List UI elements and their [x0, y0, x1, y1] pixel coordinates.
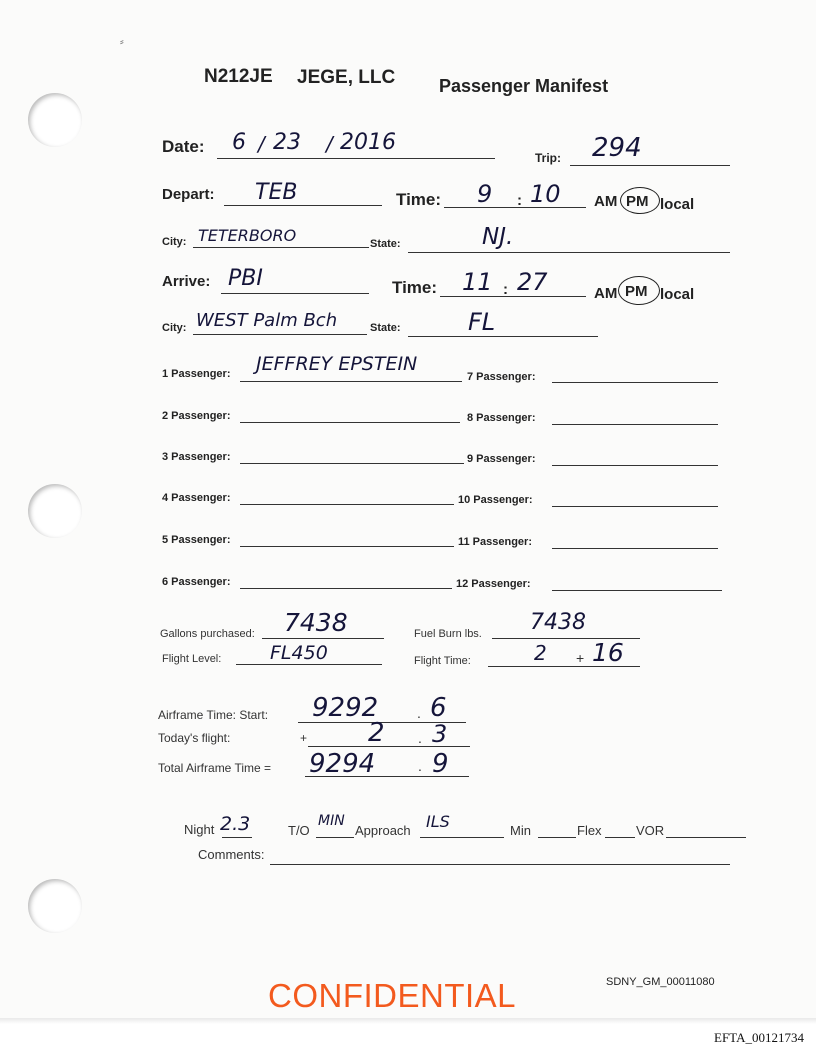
- arrive-airport-value: PBI: [228, 266, 263, 291]
- passenger-3-label: 3 Passenger:: [162, 451, 231, 463]
- tail-number: N212JE: [204, 66, 273, 87]
- flight-time-hours-value: 2: [534, 641, 547, 665]
- flight-level-line: [236, 664, 382, 665]
- form-title: Passenger Manifest: [439, 76, 609, 96]
- passenger-10-line: [552, 506, 718, 507]
- flight-level-label: Flight Level:: [162, 653, 222, 665]
- passenger-4-label: 4 Passenger:: [162, 492, 231, 504]
- date-separator: /: [258, 132, 265, 156]
- todays-flight-whole: 2: [368, 718, 385, 748]
- min-label: Min: [510, 823, 531, 838]
- night-value: 2.3: [220, 813, 251, 835]
- date-separator: /: [326, 132, 333, 156]
- approach-value: ILS: [426, 812, 450, 831]
- approach-label: Approach: [355, 823, 411, 838]
- vor-label: VOR: [636, 823, 665, 838]
- arrive-city-label: City:: [162, 322, 187, 334]
- depart-city-value: TETERBORO: [198, 226, 297, 245]
- total-airframe-whole: 9294: [309, 749, 376, 779]
- passenger-3-line: [240, 463, 464, 464]
- takeoff-label: T/O: [288, 823, 310, 838]
- arrive-hour-value: 11: [462, 268, 493, 296]
- flex-line: [605, 837, 635, 838]
- total-airframe-tenths: 9: [432, 749, 449, 779]
- flight-time-minutes-value: 16: [592, 638, 624, 667]
- arrive-am-option: AM: [594, 285, 618, 302]
- passenger-11-line: [552, 548, 718, 549]
- trip-label: Trip:: [535, 151, 561, 165]
- passenger-5-line: [240, 546, 454, 547]
- depart-label: Depart:: [162, 186, 215, 203]
- airframe-start-tenths: 6: [430, 693, 447, 723]
- airframe-start-decimal: .: [417, 705, 421, 721]
- approach-line: [420, 837, 504, 838]
- passenger-1-label: 1 Passenger:: [162, 368, 231, 380]
- passenger-12-label: 12 Passenger:: [456, 578, 531, 590]
- gallons-value: 7438: [284, 608, 348, 637]
- arrive-local-label: local: [660, 286, 695, 303]
- night-line: [222, 837, 252, 838]
- date-line: [217, 158, 495, 159]
- passenger-9-label: 9 Passenger:: [467, 453, 536, 465]
- depart-minute-value: 10: [530, 180, 561, 208]
- fuel-burn-label: Fuel Burn lbs.: [414, 628, 482, 640]
- depart-state-value: NJ.: [482, 224, 514, 250]
- depart-am-option: AM: [594, 193, 618, 210]
- arrive-label: Arrive:: [162, 273, 211, 290]
- punch-hole-bottom: [28, 879, 82, 933]
- passenger-11-label: 11 Passenger:: [458, 536, 532, 548]
- date-year-value: 2016: [340, 130, 396, 155]
- depart-pm-option: PM: [626, 193, 649, 210]
- flex-label: Flex: [577, 823, 602, 838]
- todays-flight-label: Today's flight:: [158, 731, 231, 745]
- confidential-stamp: CONFIDENTIAL: [268, 977, 517, 1014]
- gallons-purchased-label: Gallons purchased:: [160, 628, 255, 640]
- arrive-time-label: Time:: [392, 278, 438, 297]
- trip-line: [570, 165, 730, 166]
- passenger-8-label: 8 Passenger:: [467, 412, 536, 424]
- vor-line: [666, 837, 746, 838]
- depart-city-label: City:: [162, 236, 187, 248]
- depart-hour-value: 9: [477, 180, 493, 208]
- efta-number: EFTA_00121734: [714, 1030, 804, 1045]
- todays-flight-plus: +: [300, 731, 308, 745]
- passenger-8-line: [552, 424, 718, 425]
- passenger-2-label: 2 Passenger:: [162, 410, 231, 422]
- total-airframe-label: Total Airframe Time =: [158, 761, 272, 775]
- passenger-2-line: [240, 422, 460, 423]
- passenger-9-line: [552, 465, 718, 466]
- gallons-line: [262, 638, 384, 639]
- comments-label: Comments:: [198, 847, 265, 862]
- total-airframe-decimal: .: [418, 758, 422, 774]
- comments-line: [270, 864, 730, 865]
- passenger-4-line: [240, 504, 454, 505]
- flight-time-label: Flight Time:: [414, 655, 471, 667]
- arrive-state-line: [408, 336, 598, 337]
- depart-local-label: local: [660, 196, 695, 213]
- date-day-value: 23: [273, 130, 301, 155]
- depart-time-colon: :: [517, 192, 522, 209]
- flight-time-separator: +: [576, 650, 585, 666]
- night-label: Night: [184, 822, 215, 837]
- airframe-start-whole: 9292: [312, 693, 379, 723]
- fuel-burn-value: 7438: [530, 610, 586, 635]
- takeoff-value: MIN: [318, 813, 345, 829]
- arrive-time-colon: :: [503, 281, 508, 298]
- passenger-1-name: JEFFREY EPSTEIN: [256, 353, 418, 375]
- depart-time-label: Time:: [396, 190, 442, 209]
- passenger-7-label: 7 Passenger:: [467, 371, 536, 383]
- passenger-7-line: [552, 382, 718, 383]
- passenger-12-line: [552, 590, 722, 591]
- company-name: JEGE, LLC: [297, 67, 396, 88]
- arrive-city-value: WEST Palm Bch: [196, 310, 338, 331]
- depart-city-line: [193, 247, 369, 248]
- airframe-start-label: Airframe Time: Start:: [158, 708, 269, 722]
- takeoff-line: [316, 837, 354, 838]
- punch-hole-middle: [28, 484, 82, 538]
- passenger-6-line: [240, 588, 452, 589]
- arrive-city-line: [193, 334, 367, 335]
- min-line: [538, 837, 576, 838]
- trip-number-value: 294: [592, 133, 642, 163]
- passenger-5-label: 5 Passenger:: [162, 534, 231, 546]
- depart-airport-line: [224, 205, 382, 206]
- page-edge: [0, 1018, 816, 1024]
- arrive-minute-value: 27: [517, 268, 548, 296]
- bates-number: SDNY_GM_00011080: [606, 976, 715, 988]
- arrive-state-value: FL: [468, 308, 496, 336]
- flight-level-value: FL450: [270, 642, 328, 664]
- arrive-time-line: [440, 296, 586, 297]
- todays-flight-decimal: .: [418, 730, 422, 746]
- depart-time-line: [444, 207, 586, 208]
- depart-airport-value: TEB: [255, 180, 298, 205]
- arrive-state-label: State:: [370, 322, 401, 334]
- arrive-pm-option: PM: [625, 283, 648, 300]
- arrive-airport-line: [221, 293, 369, 294]
- depart-state-label: State:: [370, 238, 401, 250]
- depart-state-line: [408, 252, 730, 253]
- passenger-6-label: 6 Passenger:: [162, 576, 231, 588]
- passenger-10-label: 10 Passenger:: [458, 494, 533, 506]
- scan-speck: ⸗: [120, 36, 124, 48]
- todays-flight-tenths: 3: [432, 720, 448, 748]
- punch-hole-top: [28, 93, 82, 147]
- passenger-1-line: [240, 381, 462, 382]
- date-month-value: 6: [232, 130, 246, 155]
- date-label: Date:: [162, 137, 205, 156]
